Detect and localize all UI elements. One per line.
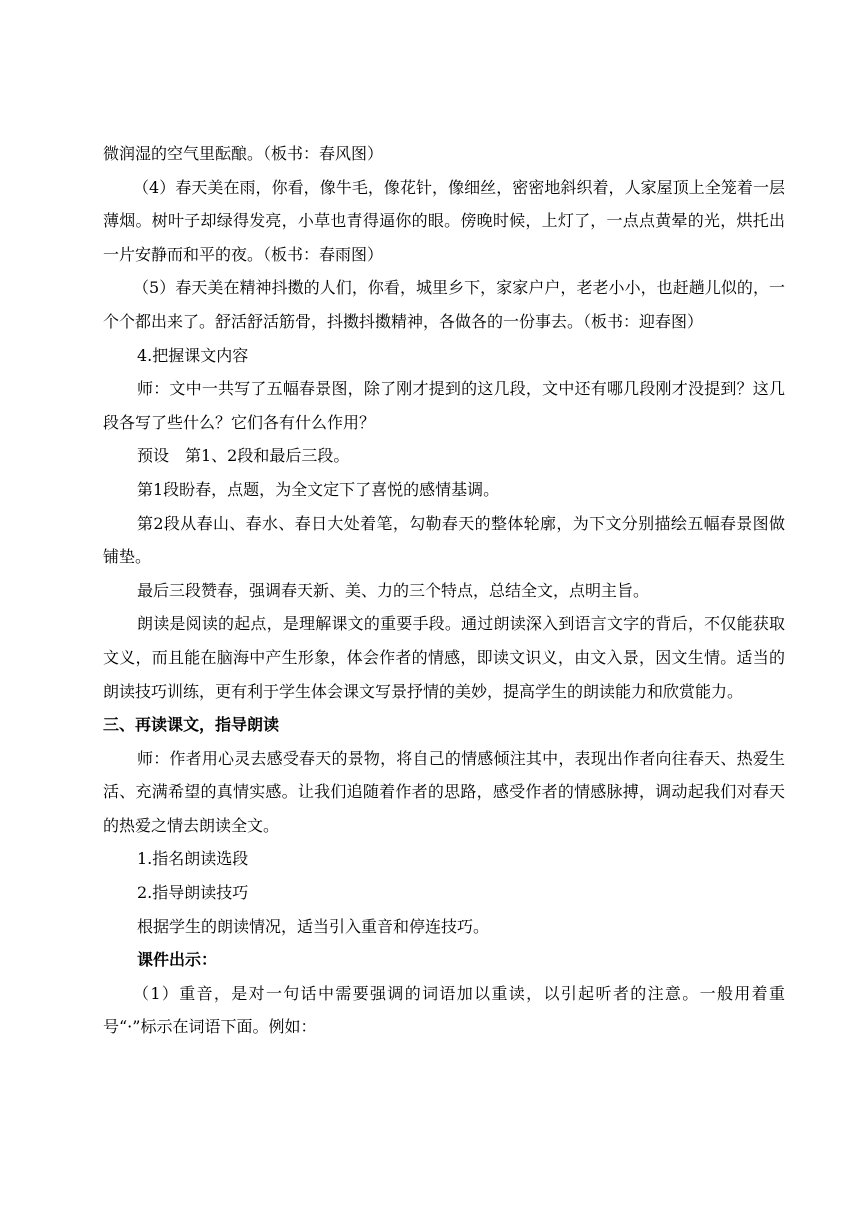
paragraph-welcoming-spring: （5）春天美在精神抖擞的人们，你看，城里乡下，家家户户，老老小小，也赶趟儿似的，一个个都出来了。舒活舒活筋骨，抖擞抖擞精神，各做各的一份事去。（板书：迎春图） [103, 278, 785, 331]
paragraph-stress-pause-intro: 根据学生的朗读情况，适当引入重音和停连技巧。 [137, 916, 490, 936]
step-heading-reading-skills: 2.指导朗读技巧 [137, 883, 249, 903]
paragraph-teacher-reading-intro: 师：作者用心灵去感受春天的景物，将自己的情感倾注其中，表现出作者向往春天、热爱生活、充满希望的真情实感。让我们追随着作者的思路，感受作者的情感脉搏，调动起我们对春天的热爱之情去朗读全文。 [103, 748, 785, 835]
paragraph-spring-rain: （4）春天美在雨，你看，像牛毛，像花针，像细丝，密密地斜织着，人家屋顶上全笼着一层薄烟。树叶子却绿得发亮，小草也青得逼你的眼。傍晚时候，上灯了，一点点黄晕的光，烘托出一片安静而和平的夜。（板书：春雨图） [103, 177, 785, 264]
paragraph-section-2: 第2段从春山、春水、春日大处着笔，勾勒春天的整体轮廓，为下文分别描绘五幅春景图做铺垫。 [103, 513, 785, 567]
document-page [103, 137, 785, 1044]
section-heading-reread: 三、再读课文，指导朗读 [103, 715, 280, 735]
paragraph-last-sections: 最后三段赞春，强调春天新、美、力的三个特点，总结全文，点明主旨。 [137, 580, 650, 600]
paragraph-spring-wind-end: 微润湿的空气里酝酿。（板书：春风图） [103, 144, 384, 163]
paragraph-reading-commentary: 朗读是阅读的起点，是理解课文的重要手段。通过朗读深入到语言文字的背后，不仅能获取文义，而且能在脑海中产生形象，体会作者的情感，即读文识义，由文入景，因文生情。适当的朗读技巧训练，更有利于学生体会课文写景抒情的美妙，提高学生的朗读能力和欣赏能力。 [103, 614, 785, 701]
step-heading-grasp-content: 4.把握课文内容 [137, 345, 249, 365]
paragraph-preset-answer: 预设 第1、2段和最后三段。 [137, 446, 350, 466]
paragraph-section-1: 第1段盼春，点题，为全文定下了喜悦的感情基调。 [137, 479, 500, 499]
step-heading-assigned-reading: 1.指名朗读选段 [137, 849, 249, 869]
paragraph-teacher-question: 师：文中一共写了五幅春景图，除了刚才提到的这几段，文中还有哪几段刚才没提到？这几段各写了些什么？它们各有什么作用？ [103, 379, 785, 432]
courseware-label: 课件出示： [137, 950, 218, 970]
paragraph-stress-definition: （1）重音，是对一句话中需要强调的词语加以重读，以引起听者的注意。一般用着重号“·”标示在词语下面。例如： [103, 983, 785, 1037]
